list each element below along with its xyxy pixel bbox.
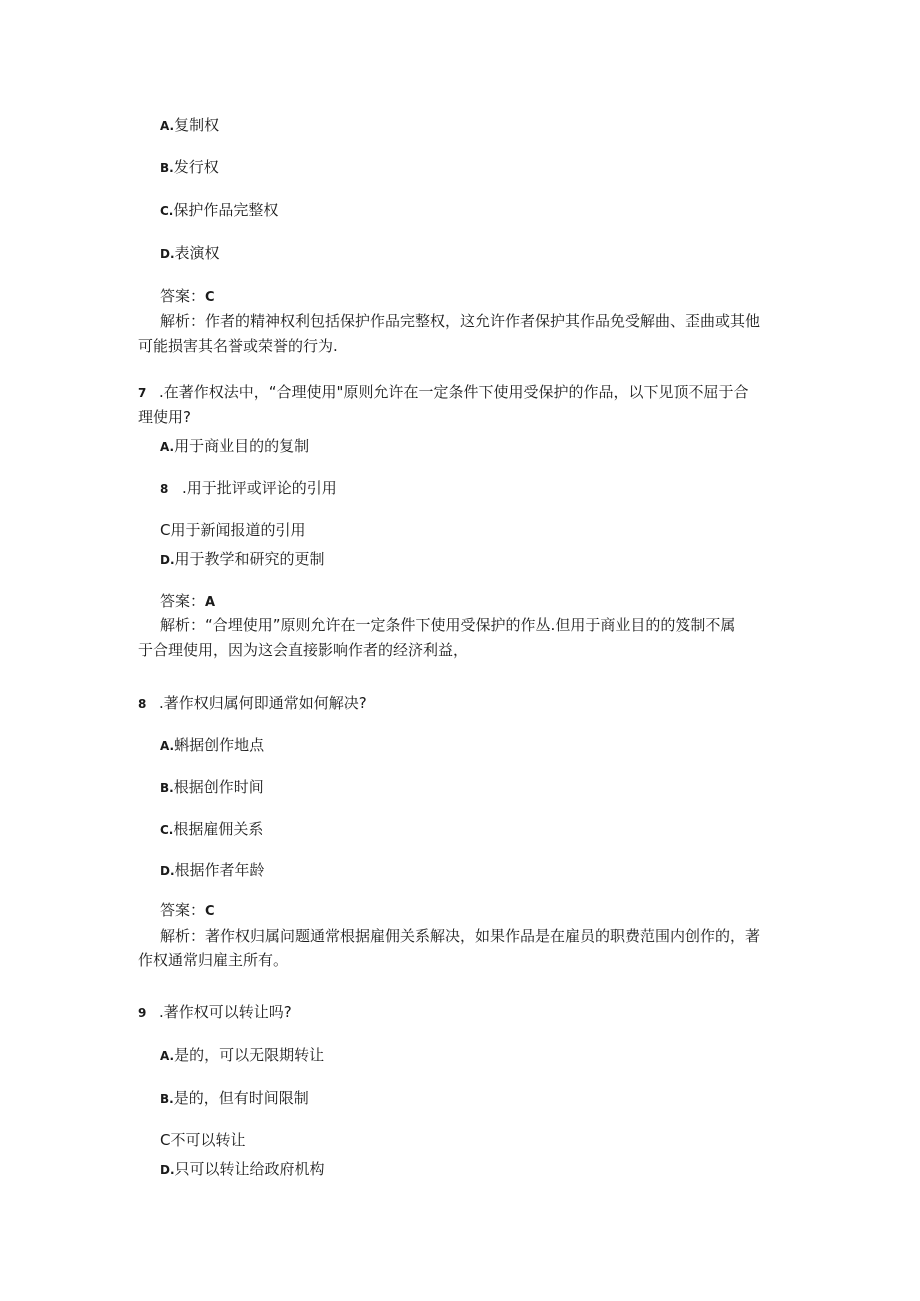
option-text: 表演权 xyxy=(174,244,220,262)
option-text: 蝌据创作地点 xyxy=(174,736,265,754)
option-text: 根据创作时间 xyxy=(173,778,264,796)
q8-analysis-line-1: 解析：著作权归属问题通常根据雇佣关系解决，如果作品是在雇员的职费范围内创作的，著 xyxy=(160,927,761,945)
q7-answer xyxy=(160,591,215,613)
q6-option-b xyxy=(160,157,219,178)
q6-option-d xyxy=(160,243,220,264)
option-letter: D. xyxy=(160,247,175,261)
option-letter: D. xyxy=(160,553,175,567)
answer-label: 答案： xyxy=(160,287,206,305)
q8-option-d xyxy=(160,860,265,881)
option-text: 根据雇佣关系 xyxy=(173,820,264,838)
question-number: 9 xyxy=(138,1006,147,1020)
option-letter: A. xyxy=(160,739,175,753)
q7-option-c: C用于新闻报道的引用 xyxy=(160,521,306,539)
q7-question-line-2: 理使用? xyxy=(138,408,191,426)
option-text: 根据作者年龄 xyxy=(174,861,265,879)
q8-option-b xyxy=(160,777,264,798)
option-letter: C. xyxy=(160,823,174,837)
q9-option-d xyxy=(160,1159,325,1180)
q9-option-a xyxy=(160,1045,324,1066)
option-text: 用于教学和研究的更制 xyxy=(174,550,325,568)
answer-label: 答案： xyxy=(160,901,206,919)
option-letter: A. xyxy=(160,440,175,454)
q6-option-c xyxy=(160,200,278,221)
question-text: .著作权可以转让吗? xyxy=(159,1003,292,1021)
q8-option-c xyxy=(160,819,263,840)
q7-analysis-line-1: 解析：“合埋使用”原则允许在一定条件下使用受保护的作丛.但用于商业目的的笈制不属 xyxy=(160,616,736,634)
option-text: 是的，可以无限期转让 xyxy=(174,1046,325,1064)
option-number: 8 xyxy=(160,482,169,496)
option-text: 用于商业目的的复制 xyxy=(174,437,310,455)
option-letter: B. xyxy=(160,781,174,795)
question-number: 8 xyxy=(138,697,147,711)
answer-value: A xyxy=(205,595,216,610)
q7-analysis-line-2: 于合理使用，因为这会直接影响作者的经济利益， xyxy=(138,641,469,659)
answer-label: 答案： xyxy=(160,592,206,610)
q7-option-a xyxy=(160,436,309,457)
q9-question xyxy=(138,1002,292,1023)
q6-option-a xyxy=(160,115,219,136)
answer-value: C xyxy=(205,904,215,919)
q8-analysis-line-2: 作权通常归雇主所有。 xyxy=(138,951,289,969)
option-letter: D. xyxy=(160,864,175,878)
q7-question-line-1 xyxy=(138,382,748,403)
q6-analysis-line-1: 解析：作者的精神权利包括保护作品完整权，这允许作者保护其作品免受解曲、歪曲或其他 xyxy=(160,312,761,330)
option-letter: B. xyxy=(160,1092,174,1106)
q6-analysis-line-2: 可能损害其名誉或荣誉的行为. xyxy=(138,337,338,355)
option-text: .用于批评或评论的引用 xyxy=(182,479,337,497)
option-text: 发行权 xyxy=(173,158,219,176)
q7-option-b xyxy=(160,478,337,499)
question-text: .著作权归属何即通常如何解决? xyxy=(159,694,367,712)
option-letter: D. xyxy=(160,1163,175,1177)
option-text: 保护作品完整权 xyxy=(173,201,279,219)
q8-answer xyxy=(160,900,215,922)
q8-question xyxy=(138,693,367,714)
q9-option-b xyxy=(160,1088,309,1109)
answer-value: C xyxy=(205,290,215,305)
option-letter: A. xyxy=(160,1049,175,1063)
option-text: 只可以转让给政府机构 xyxy=(174,1160,325,1178)
q6-answer xyxy=(160,286,215,308)
option-text: 是的，但有时间限制 xyxy=(173,1089,309,1107)
q7-option-d xyxy=(160,549,325,570)
option-letter: C. xyxy=(160,204,174,218)
q8-option-a xyxy=(160,735,264,756)
question-number: 7 xyxy=(138,386,147,400)
option-text: 复制权 xyxy=(174,116,220,134)
question-text: .在著作权法中，“合理使用"原则允许在一定条件下使用受保护的作品，以下见顶不屈于合 xyxy=(159,383,749,401)
option-letter: A. xyxy=(160,119,175,133)
q9-option-c: C不可以转让 xyxy=(160,1131,246,1149)
option-letter: B. xyxy=(160,161,174,175)
